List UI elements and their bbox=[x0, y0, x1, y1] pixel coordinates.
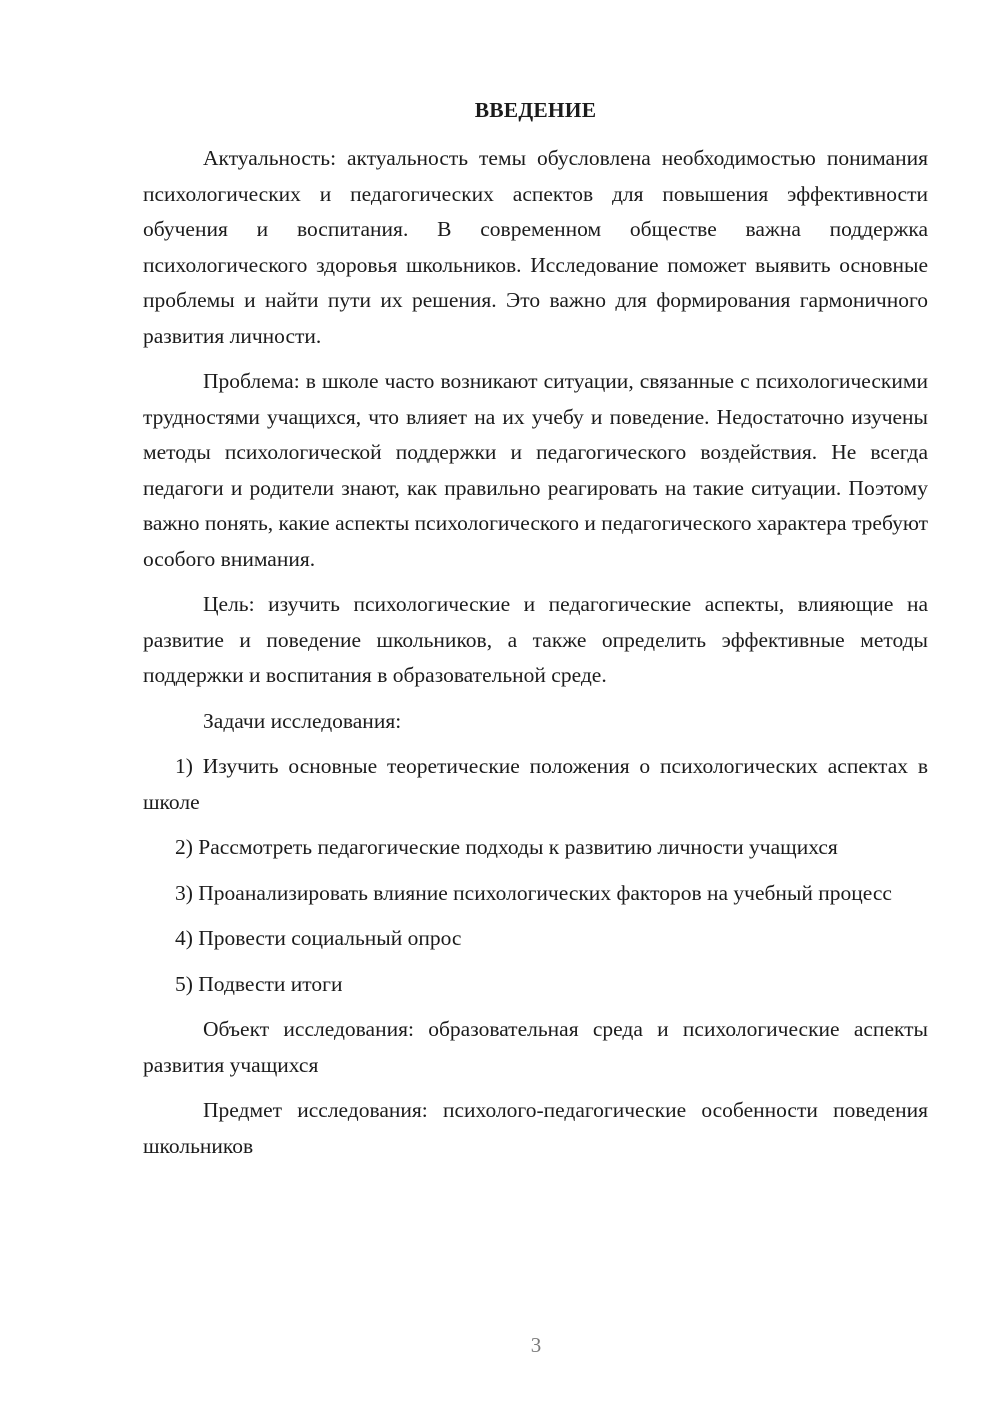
task-item-2: 2) Рассмотреть педагогические подходы к развитию личности учащихся bbox=[175, 835, 838, 859]
paragraph-relevance: Актуальность: актуальность темы обусловлена необходимостью понимания психологических и педагогических аспектов для повышения эффективности обучения и воспитания. В современном обществе важна поддержка психологического здоровья школьников. Исследование поможет выявить основные проблемы и найти пути их решения. Это важно для формирования гармоничного развития личности. bbox=[143, 146, 928, 348]
task-item-3: 3) Проанализировать влияние психологических факторов на учебный процесс bbox=[175, 880, 892, 905]
page-number: 3 bbox=[530, 1333, 542, 1357]
task-item-5: 5) Подвести итоги bbox=[175, 971, 343, 996]
page-title: ВВЕДЕНИЕ bbox=[474, 98, 597, 122]
research-object: Объект исследования: образовательная среда и психологические аспекты развития учащихся bbox=[143, 1017, 928, 1077]
research-subject: Предмет исследования: психолого-педагогические особенности поведения школьников bbox=[143, 1098, 928, 1158]
task-item-1: 1) Изучить основные теоретические положения о психологических аспектах в школе bbox=[143, 754, 928, 814]
task-item-4: 4) Провести социальный опрос bbox=[175, 926, 462, 950]
paragraph-goal: Цель: изучить психологические и педагогические аспекты, влияющие на развитие и поведение школьников, а также определить эффективные методы поддержки и воспитания в образовательной среде. bbox=[143, 592, 928, 687]
paragraph-problem: Проблема: в школе часто возникают ситуации, связанные с психологическими трудностями учащихся, что влияет на их учебу и поведение. Недостаточно изучены методы психологической поддержки и педагогического воздействия. Не всегда педагоги и родители знают, как правильно реагировать на такие ситуации. Поэтому важно понять, какие аспекты психологического и педагогического характера требуют особого внимания. bbox=[143, 369, 928, 571]
document-page bbox=[143, 95, 928, 1174]
tasks-heading: Задачи исследования: bbox=[203, 708, 402, 733]
